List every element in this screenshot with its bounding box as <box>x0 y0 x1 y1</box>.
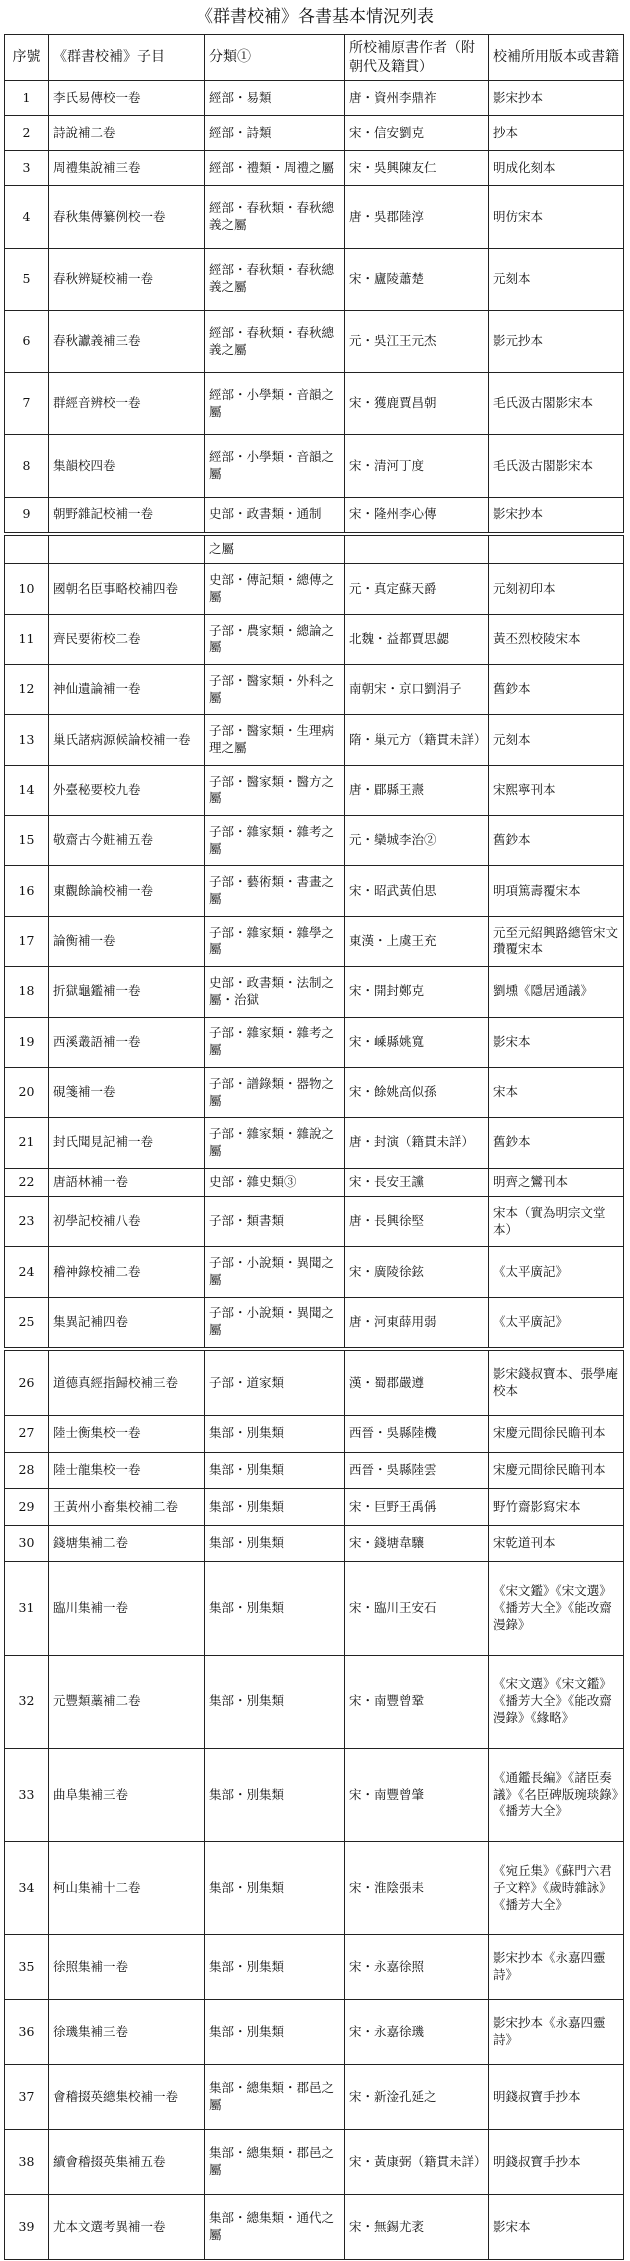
table-row <box>5 866 624 916</box>
edition-cell: 明項篤壽覆宋本 <box>489 866 624 916</box>
row-number: 27 <box>5 1415 49 1452</box>
subtitle-cell: 柯山集補十二卷 <box>49 1842 205 1935</box>
category-cell: 史部・政書類・法制之屬・治獄 <box>205 967 345 1017</box>
row-number: 26 <box>5 1351 49 1416</box>
row-number: 3 <box>5 151 49 186</box>
category-cell: 子部・雜家類・雜考之屬 <box>205 816 345 866</box>
edition-cell: 黃丕烈校陵宋本 <box>489 614 624 664</box>
row-number: 18 <box>5 967 49 1017</box>
row-number: 32 <box>5 1655 49 1748</box>
author-cell: 唐・郿縣王燾 <box>345 765 489 815</box>
author-cell: 西晉・吳縣陸機 <box>345 1415 489 1452</box>
author-cell: 宋・吳興陳友仁 <box>345 151 489 186</box>
table-row <box>5 916 624 966</box>
table-row <box>5 1351 624 1416</box>
category-cell: 史部・雜史類③ <box>205 1168 345 1196</box>
author-cell: 宋・信安劉克 <box>345 116 489 151</box>
table-row <box>5 2194 624 2259</box>
row-number: 13 <box>5 715 49 765</box>
subtitle-cell: 齊民要術校二卷 <box>49 614 205 664</box>
row-number: 15 <box>5 816 49 866</box>
row-number: 38 <box>5 2130 49 2195</box>
category-cell: 子部・雜家類・雜考之屬 <box>205 1017 345 1067</box>
row-number: 19 <box>5 1017 49 1067</box>
category-cell: 史部・傳記類・總傳之屬 <box>205 564 345 614</box>
author-cell: 唐・吳郡陸淳 <box>345 186 489 248</box>
subtitle-cell <box>49 536 205 564</box>
table-row <box>5 2000 624 2065</box>
category-cell: 經部・春秋類・春秋總義之屬 <box>205 248 345 310</box>
edition-cell: 元刻本 <box>489 248 624 310</box>
table-row <box>5 715 624 765</box>
table-row <box>5 1415 624 1452</box>
subtitle-cell: 錢塘集補二卷 <box>49 1525 205 1562</box>
subtitle-cell: 陸士衡集校一卷 <box>49 1415 205 1452</box>
category-cell: 子部・雜家類・雜學之屬 <box>205 916 345 966</box>
author-cell: 宋・長安王讜 <box>345 1168 489 1196</box>
edition-cell: 《太平廣記》 <box>489 1297 624 1347</box>
subtitle-cell: 群經音辨校一卷 <box>49 373 205 435</box>
edition-cell: 明齊之鸞刊本 <box>489 1168 624 1196</box>
edition-cell: 影宋抄本《永嘉四靈詩》 <box>489 1935 624 2000</box>
edition-cell: 影宋抄本 <box>489 81 624 116</box>
author-cell: 西晉・吳縣陸雲 <box>345 1452 489 1489</box>
table-row <box>5 765 624 815</box>
subtitle-cell: 周禮集說補三卷 <box>49 151 205 186</box>
table-row <box>5 248 624 310</box>
subtitle-cell: 春秋辨疑校補一卷 <box>49 248 205 310</box>
category-cell: 史部・政書類・通制 <box>205 497 345 532</box>
table-row <box>5 497 624 532</box>
row-number: 28 <box>5 1452 49 1489</box>
author-cell <box>345 536 489 564</box>
header-subtitle: 《群書校補》子目 <box>49 35 205 81</box>
author-cell: 宋・南豐曾鞏 <box>345 1655 489 1748</box>
author-cell: 宋・黃康弼（籍貫未詳） <box>345 2130 489 2195</box>
edition-cell: 影宋抄本 <box>489 497 624 532</box>
row-number: 36 <box>5 2000 49 2065</box>
edition-cell: 《宋文選》《宋文鑑》《播芳大全》《能改齋漫錄》《緣略》 <box>489 1655 624 1748</box>
author-cell: 東漢・上虞王充 <box>345 916 489 966</box>
category-cell: 集部・總集類・郡邑之屬 <box>205 2065 345 2130</box>
row-number: 9 <box>5 497 49 532</box>
subtitle-cell: 集韻校四卷 <box>49 435 205 497</box>
book-table-part-3 <box>4 1350 624 2260</box>
row-number: 12 <box>5 665 49 715</box>
row-number: 1 <box>5 81 49 116</box>
edition-cell: 舊鈔本 <box>489 665 624 715</box>
subtitle-cell: 徐璣集補三卷 <box>49 2000 205 2065</box>
subtitle-cell: 國朝名臣事略校補四卷 <box>49 564 205 614</box>
edition-cell <box>489 536 624 564</box>
author-cell: 隋・巢元方（籍貫未詳） <box>345 715 489 765</box>
category-cell: 子部・雜家類・雜說之屬 <box>205 1118 345 1168</box>
row-number: 25 <box>5 1297 49 1347</box>
author-cell: 元・吳江王元杰 <box>345 310 489 372</box>
author-cell: 宋・餘姚高似孫 <box>345 1067 489 1117</box>
author-cell: 宋・南豐曾肇 <box>345 1748 489 1841</box>
category-cell: 子部・類書類 <box>205 1196 345 1246</box>
author-cell: 元・真定蘇天爵 <box>345 564 489 614</box>
table-row <box>5 186 624 248</box>
table-row <box>5 1196 624 1246</box>
edition-cell: 舊鈔本 <box>489 816 624 866</box>
row-number: 17 <box>5 916 49 966</box>
edition-cell: 舊鈔本 <box>489 1118 624 1168</box>
table-row <box>5 1017 624 1067</box>
edition-cell: 宋乾道刊本 <box>489 1525 624 1562</box>
row-number: 14 <box>5 765 49 815</box>
edition-cell: 元刻初印本 <box>489 564 624 614</box>
row-number: 23 <box>5 1196 49 1246</box>
row-number: 35 <box>5 1935 49 2000</box>
category-cell: 子部・譜錄類・器物之屬 <box>205 1067 345 1117</box>
author-cell: 宋・淮陰張耒 <box>345 1842 489 1935</box>
table-row <box>5 1067 624 1117</box>
edition-cell: 明錢叔寶手抄本 <box>489 2130 624 2195</box>
edition-cell: 明錢叔寶手抄本 <box>489 2065 624 2130</box>
table-row <box>5 373 624 435</box>
row-number: 30 <box>5 1525 49 1562</box>
row-number: 21 <box>5 1118 49 1168</box>
edition-cell: 毛氏汲古閣影宋本 <box>489 435 624 497</box>
subtitle-cell: 徐照集補一卷 <box>49 1935 205 2000</box>
table-row <box>5 1168 624 1196</box>
category-cell: 子部・醫家類・生理病理之屬 <box>205 715 345 765</box>
author-cell: 南朝宋・京口劉涓子 <box>345 665 489 715</box>
edition-cell: 宋本 <box>489 1067 624 1117</box>
table-row <box>5 614 624 664</box>
row-number: 4 <box>5 186 49 248</box>
row-number: 31 <box>5 1562 49 1655</box>
subtitle-cell: 會稽掇英總集校補一卷 <box>49 2065 205 2130</box>
author-cell: 宋・嵊縣姚寬 <box>345 1017 489 1067</box>
category-cell: 集部・別集類 <box>205 1415 345 1452</box>
category-cell: 集部・別集類 <box>205 1489 345 1526</box>
edition-cell: 宋慶元間徐民瞻刊本 <box>489 1415 624 1452</box>
table-row <box>5 1452 624 1489</box>
author-cell: 宋・錢塘韋驤 <box>345 1525 489 1562</box>
category-cell: 之屬 <box>205 536 345 564</box>
author-cell: 宋・獲鹿賈昌朝 <box>345 373 489 435</box>
edition-cell: 《宛丘集》《蘇門六君子文粹》《歲時雜詠》《播芳大全》 <box>489 1842 624 1935</box>
category-cell: 經部・易類 <box>205 81 345 116</box>
author-cell: 宋・新淦孔延之 <box>345 2065 489 2130</box>
category-cell: 集部・別集類 <box>205 1655 345 1748</box>
subtitle-cell: 東觀餘論校補一卷 <box>49 866 205 916</box>
category-cell: 經部・春秋類・春秋總義之屬 <box>205 186 345 248</box>
author-cell: 宋・巨野王禹偁 <box>345 1489 489 1526</box>
row-number: 22 <box>5 1168 49 1196</box>
row-number: 24 <box>5 1247 49 1297</box>
edition-cell: 影宋抄本《永嘉四靈詩》 <box>489 2000 624 2065</box>
row-number: 16 <box>5 866 49 916</box>
edition-cell: 明仿宋本 <box>489 186 624 248</box>
subtitle-cell: 陸士龍集校一卷 <box>49 1452 205 1489</box>
header-edition: 校補所用版本或書籍 <box>489 35 624 81</box>
table-row <box>5 1562 624 1655</box>
row-number: 10 <box>5 564 49 614</box>
table-row <box>5 816 624 866</box>
row-number: 8 <box>5 435 49 497</box>
subtitle-cell: 春秋集傳纂例校一卷 <box>49 186 205 248</box>
subtitle-cell: 硯箋補一卷 <box>49 1067 205 1117</box>
subtitle-cell: 封氏聞見記補一卷 <box>49 1118 205 1168</box>
subtitle-cell: 初學記校補八卷 <box>49 1196 205 1246</box>
subtitle-cell: 論衡補一卷 <box>49 916 205 966</box>
category-cell: 經部・詩類 <box>205 116 345 151</box>
edition-cell: 宋本（實為明宗文堂本） <box>489 1196 624 1246</box>
subtitle-cell: 神仙遺論補一卷 <box>49 665 205 715</box>
edition-cell: 抄本 <box>489 116 624 151</box>
category-cell: 子部・小說類・異聞之屬 <box>205 1247 345 1297</box>
subtitle-cell: 集異記補四卷 <box>49 1297 205 1347</box>
category-cell: 子部・小說類・異聞之屬 <box>205 1297 345 1347</box>
author-cell: 宋・清河丁度 <box>345 435 489 497</box>
edition-cell: 元至元紹興路總管宋文瓚覆宋本 <box>489 916 624 966</box>
author-cell: 宋・廣陵徐鉉 <box>345 1247 489 1297</box>
table-row <box>5 1748 624 1841</box>
edition-cell: 《宋文鑑》《宋文選》《播芳大全》《能改齋漫錄》 <box>489 1562 624 1655</box>
table-row <box>5 151 624 186</box>
category-cell: 經部・小學類・音韻之屬 <box>205 373 345 435</box>
category-cell: 經部・小學類・音韻之屬 <box>205 435 345 497</box>
table-row <box>5 1655 624 1748</box>
subtitle-cell: 曲阜集補三卷 <box>49 1748 205 1841</box>
subtitle-cell: 折獄龜鑑補一卷 <box>49 967 205 1017</box>
category-cell: 經部・禮類・周禮之屬 <box>205 151 345 186</box>
category-cell: 集部・別集類 <box>205 1562 345 1655</box>
table-row <box>5 536 624 564</box>
author-cell: 宋・永嘉徐照 <box>345 1935 489 2000</box>
edition-cell: 宋慶元間徐民瞻刊本 <box>489 1452 624 1489</box>
category-cell: 集部・別集類 <box>205 1935 345 2000</box>
row-number <box>5 536 49 564</box>
category-cell: 集部・別集類 <box>205 1525 345 1562</box>
author-cell: 宋・永嘉徐璣 <box>345 2000 489 2065</box>
table-header-row <box>5 35 624 81</box>
author-cell: 唐・資州李鼎祚 <box>345 81 489 116</box>
table-row <box>5 435 624 497</box>
edition-cell: 《太平廣記》 <box>489 1247 624 1297</box>
subtitle-cell: 道德真經指歸校補三卷 <box>49 1351 205 1416</box>
author-cell: 宋・隆州李心傳 <box>345 497 489 532</box>
subtitle-cell: 朝野雜記校補一卷 <box>49 497 205 532</box>
edition-cell: 元刻本 <box>489 715 624 765</box>
edition-cell: 明成化刻本 <box>489 151 624 186</box>
book-table-part-1 <box>4 34 624 533</box>
table-row <box>5 2130 624 2195</box>
subtitle-cell: 唐語林補一卷 <box>49 1168 205 1196</box>
table-row <box>5 310 624 372</box>
category-cell: 集部・總集類・郡邑之屬 <box>205 2130 345 2195</box>
row-number: 29 <box>5 1489 49 1526</box>
edition-cell: 毛氏汲古閣影宋本 <box>489 373 624 435</box>
table-row <box>5 116 624 151</box>
table-row <box>5 2065 624 2130</box>
author-cell: 宋・昭武黃伯思 <box>345 866 489 916</box>
row-number: 2 <box>5 116 49 151</box>
category-cell: 子部・醫家類・醫方之屬 <box>205 765 345 815</box>
page-title: 《群書校補》各書基本情況列表 <box>196 7 434 27</box>
edition-cell: 劉壎《隱居通議》 <box>489 967 624 1017</box>
table-row <box>5 967 624 1017</box>
edition-cell: 影宋錢叔寶本、張學庵校本 <box>489 1351 624 1416</box>
table-row <box>5 1118 624 1168</box>
row-number: 11 <box>5 614 49 664</box>
subtitle-cell: 元豐類藁補二卷 <box>49 1655 205 1748</box>
row-number: 37 <box>5 2065 49 2130</box>
category-cell: 子部・藝術類・書畫之屬 <box>205 866 345 916</box>
author-cell: 元・欒城李治② <box>345 816 489 866</box>
header-category: 分類① <box>205 35 345 81</box>
subtitle-cell: 春秋讞義補三卷 <box>49 310 205 372</box>
row-number: 39 <box>5 2194 49 2259</box>
author-cell: 宋・廬陵蕭楚 <box>345 248 489 310</box>
category-cell: 集部・別集類 <box>205 1842 345 1935</box>
edition-cell: 野竹齋影寫宋本 <box>489 1489 624 1526</box>
book-table-part-2 <box>4 535 624 1348</box>
table-row <box>5 1247 624 1297</box>
table-row <box>5 1525 624 1562</box>
category-cell: 集部・別集類 <box>205 1748 345 1841</box>
category-cell: 集部・總集類・通代之屬 <box>205 2194 345 2259</box>
author-cell: 漢・蜀郡嚴遵 <box>345 1351 489 1416</box>
edition-cell: 《通鑑長編》《諸臣奏議》《名臣碑版琬琰錄》《播芳大全》 <box>489 1748 624 1841</box>
row-number: 33 <box>5 1748 49 1841</box>
row-number: 6 <box>5 310 49 372</box>
table-row <box>5 1935 624 2000</box>
author-cell: 北魏・益都賈思勰 <box>345 614 489 664</box>
subtitle-cell: 敬齋古今黈補五卷 <box>49 816 205 866</box>
category-cell: 子部・農家類・總論之屬 <box>205 614 345 664</box>
header-number: 序號 <box>5 35 49 81</box>
subtitle-cell: 王黃州小畜集校補二卷 <box>49 1489 205 1526</box>
author-cell: 唐・河東薛用弱 <box>345 1297 489 1347</box>
subtitle-cell: 尤本文選考異補一卷 <box>49 2194 205 2259</box>
subtitle-cell: 稽神錄校補二卷 <box>49 1247 205 1297</box>
subtitle-cell: 臨川集補一卷 <box>49 1562 205 1655</box>
table-row <box>5 1489 624 1526</box>
table-row <box>5 665 624 715</box>
subtitle-cell: 詩說補二卷 <box>49 116 205 151</box>
author-cell: 宋・開封鄭克 <box>345 967 489 1017</box>
table-row <box>5 1842 624 1935</box>
category-cell: 子部・道家類 <box>205 1351 345 1416</box>
author-cell: 唐・長興徐堅 <box>345 1196 489 1246</box>
row-number: 7 <box>5 373 49 435</box>
table-row <box>5 564 624 614</box>
subtitle-cell: 李氏易傳校一卷 <box>49 81 205 116</box>
category-cell: 經部・春秋類・春秋總義之屬 <box>205 310 345 372</box>
table-row <box>5 1297 624 1347</box>
edition-cell: 影元抄本 <box>489 310 624 372</box>
author-cell: 唐・封演（籍貫未詳） <box>345 1118 489 1168</box>
category-cell: 子部・醫家類・外科之屬 <box>205 665 345 715</box>
category-cell: 集部・別集類 <box>205 1452 345 1489</box>
author-cell: 宋・臨川王安石 <box>345 1562 489 1655</box>
edition-cell: 影宋本 <box>489 2194 624 2259</box>
edition-cell: 影宋本 <box>489 1017 624 1067</box>
category-cell: 集部・別集類 <box>205 2000 345 2065</box>
edition-cell: 宋熙寧刊本 <box>489 765 624 815</box>
subtitle-cell: 外臺秘要校九卷 <box>49 765 205 815</box>
subtitle-cell: 巢氏諸病源候論校補一卷 <box>49 715 205 765</box>
row-number: 5 <box>5 248 49 310</box>
author-cell: 宋・無錫尤袤 <box>345 2194 489 2259</box>
table-row <box>5 81 624 116</box>
subtitle-cell: 西溪叢語補一卷 <box>49 1017 205 1067</box>
row-number: 34 <box>5 1842 49 1935</box>
subtitle-cell: 續會稽掇英集補五卷 <box>49 2130 205 2195</box>
header-author: 所校補原書作者（附朝代及籍貫） <box>345 35 489 81</box>
row-number: 20 <box>5 1067 49 1117</box>
